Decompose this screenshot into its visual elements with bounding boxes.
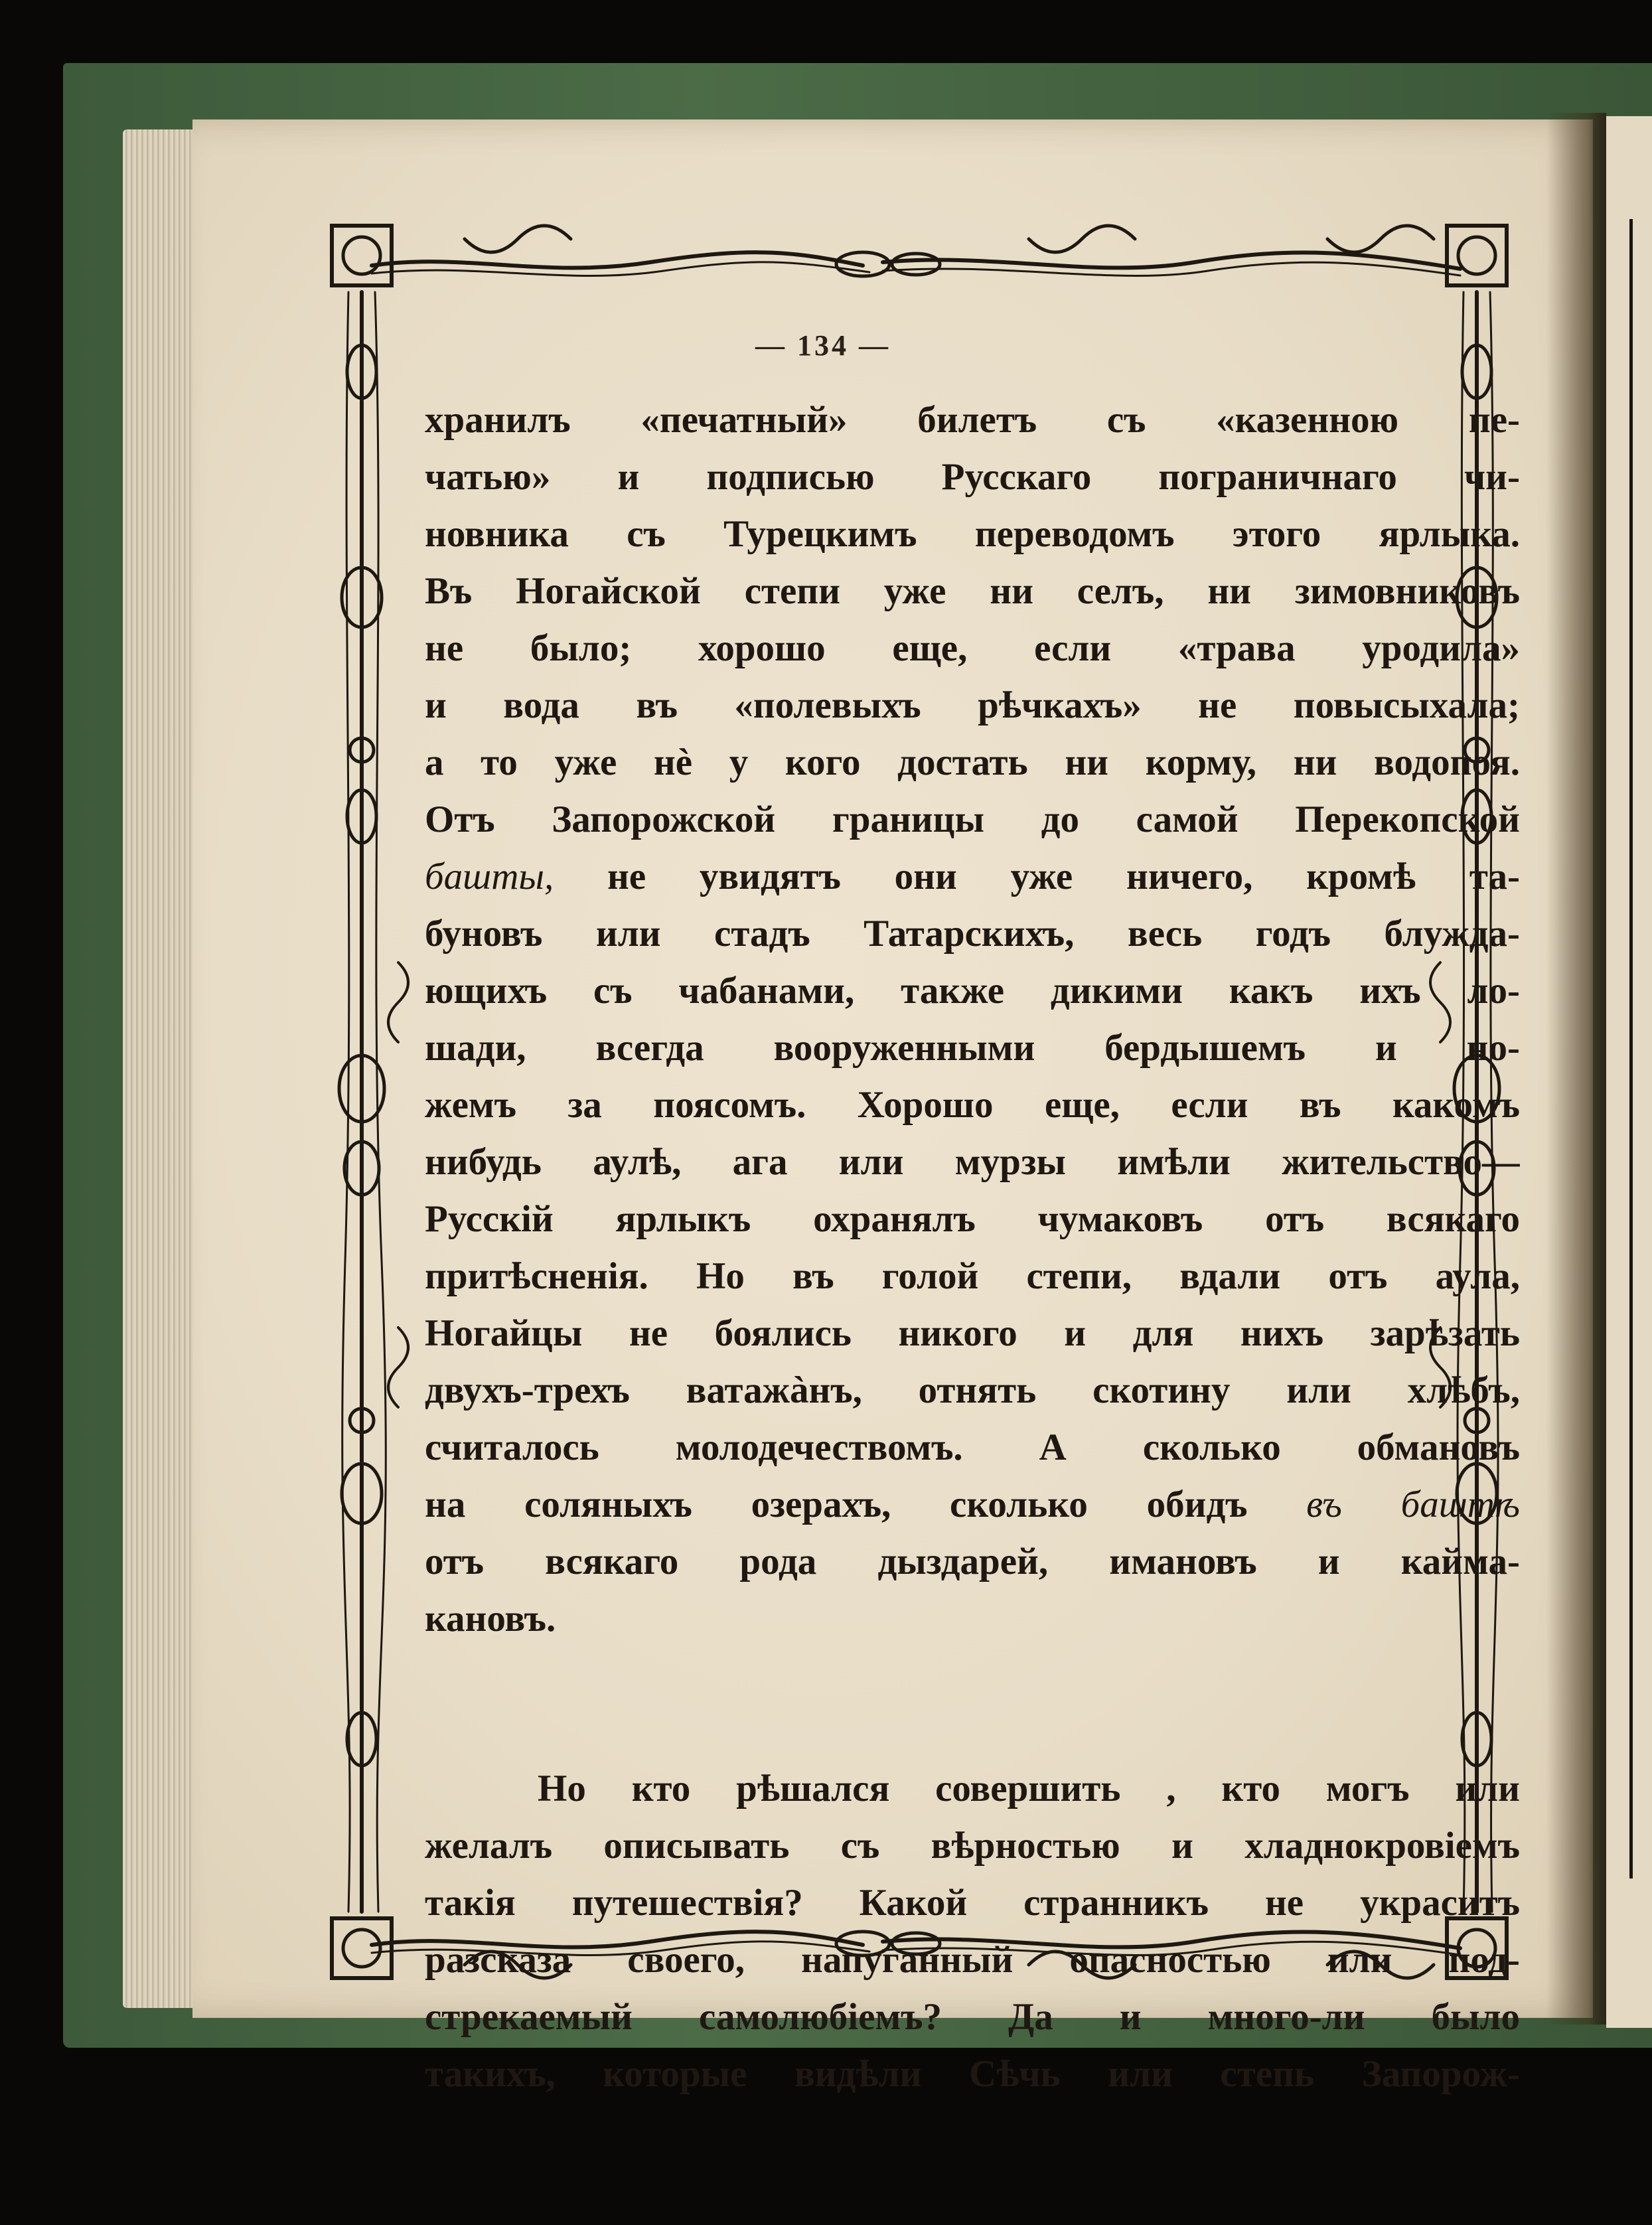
text-line: нибудь аулѣ, ага или мурзы имѣли жительство—: [425, 1141, 1520, 1183]
text-line: ющихъ съ чабанами, также дикими какъ ихъ ло-: [425, 970, 1520, 1012]
text-line: желалъ описывать съ вѣрностью и хладнокровіемъ: [425, 1825, 1520, 1867]
text-line: разсказа своего, напуганный опасностью или под-: [425, 1939, 1520, 1981]
text-line: а то уже нѐ у кого достать ни корму, ни водопоя.: [425, 741, 1520, 783]
text-line: кановъ.: [425, 1598, 556, 1640]
text-line: считалось молодечествомъ. А сколько обмановъ: [425, 1426, 1520, 1468]
text-span: на соляныхъ озерахъ, сколько обидъ: [425, 1484, 1248, 1525]
text-line: шади, всегда вооруженными бердышемъ и но-: [425, 1027, 1520, 1069]
text-line: такія путешествія? Какой странникъ не украситъ: [425, 1882, 1520, 1924]
text-line: [425, 848, 1520, 905]
text-line: новника съ Турецкимъ переводомъ этого ярлыка.: [425, 513, 1520, 555]
text-line: Ногайцы не боялись никого и для нихъ зарѣзать: [425, 1312, 1520, 1354]
text-line: и вода въ «полевыхъ рѣчкахъ» не повысыхала;: [425, 684, 1520, 726]
text-line: отъ всякаго рода дыздарей, имановъ и кайма-: [425, 1541, 1520, 1582]
text-line: Но кто рѣшался совершить , кто могъ или: [538, 1768, 1520, 1809]
page-number: — 134 —: [755, 329, 891, 362]
text-line: хранилъ «печатный» билетъ съ «казенною пе-: [425, 399, 1520, 441]
text-line: притѣсненія. Но въ голой степи, вдали отъ аула,: [425, 1255, 1520, 1297]
paragraph-gap: [425, 1648, 1520, 1760]
text-line: чатью» и подписью Русскаго пограничнаго чи-: [425, 456, 1520, 498]
text-span: не увидятъ они уже ничего, кромѣ та-: [607, 856, 1520, 897]
text-line: Въ Ногайской степи уже ни селъ, ни зимовниковъ: [425, 570, 1520, 612]
text-line: не было; хорошо еще, если «трава уродила»: [425, 627, 1520, 669]
text-line: Русскій ярлыкъ охранялъ чумаковъ отъ всякаго: [425, 1198, 1520, 1240]
text-line: [425, 1476, 1520, 1533]
text-line: жемъ за поясомъ. Хорошо еще, если въ какомъ: [425, 1084, 1520, 1126]
italic-word: башты,: [425, 856, 554, 897]
text-line: такихъ, которые видѣли Сѣчь или степь Запорож-: [425, 2053, 1520, 2095]
text-line: Отъ Запорожской границы до самой Перекопской: [425, 799, 1520, 840]
page-text: [425, 392, 1520, 2103]
text-line: двухъ-трехъ ватажàнъ, отнять скотину или хлѣбъ,: [425, 1369, 1520, 1411]
text-line: стрекаемый самолюбіемъ? Да и много-ли было: [425, 1996, 1520, 2038]
italic-word: въ баштѣ: [1306, 1484, 1520, 1525]
text-line: буновъ или стадъ Татарскихъ, весь годъ блужда-: [425, 913, 1520, 955]
